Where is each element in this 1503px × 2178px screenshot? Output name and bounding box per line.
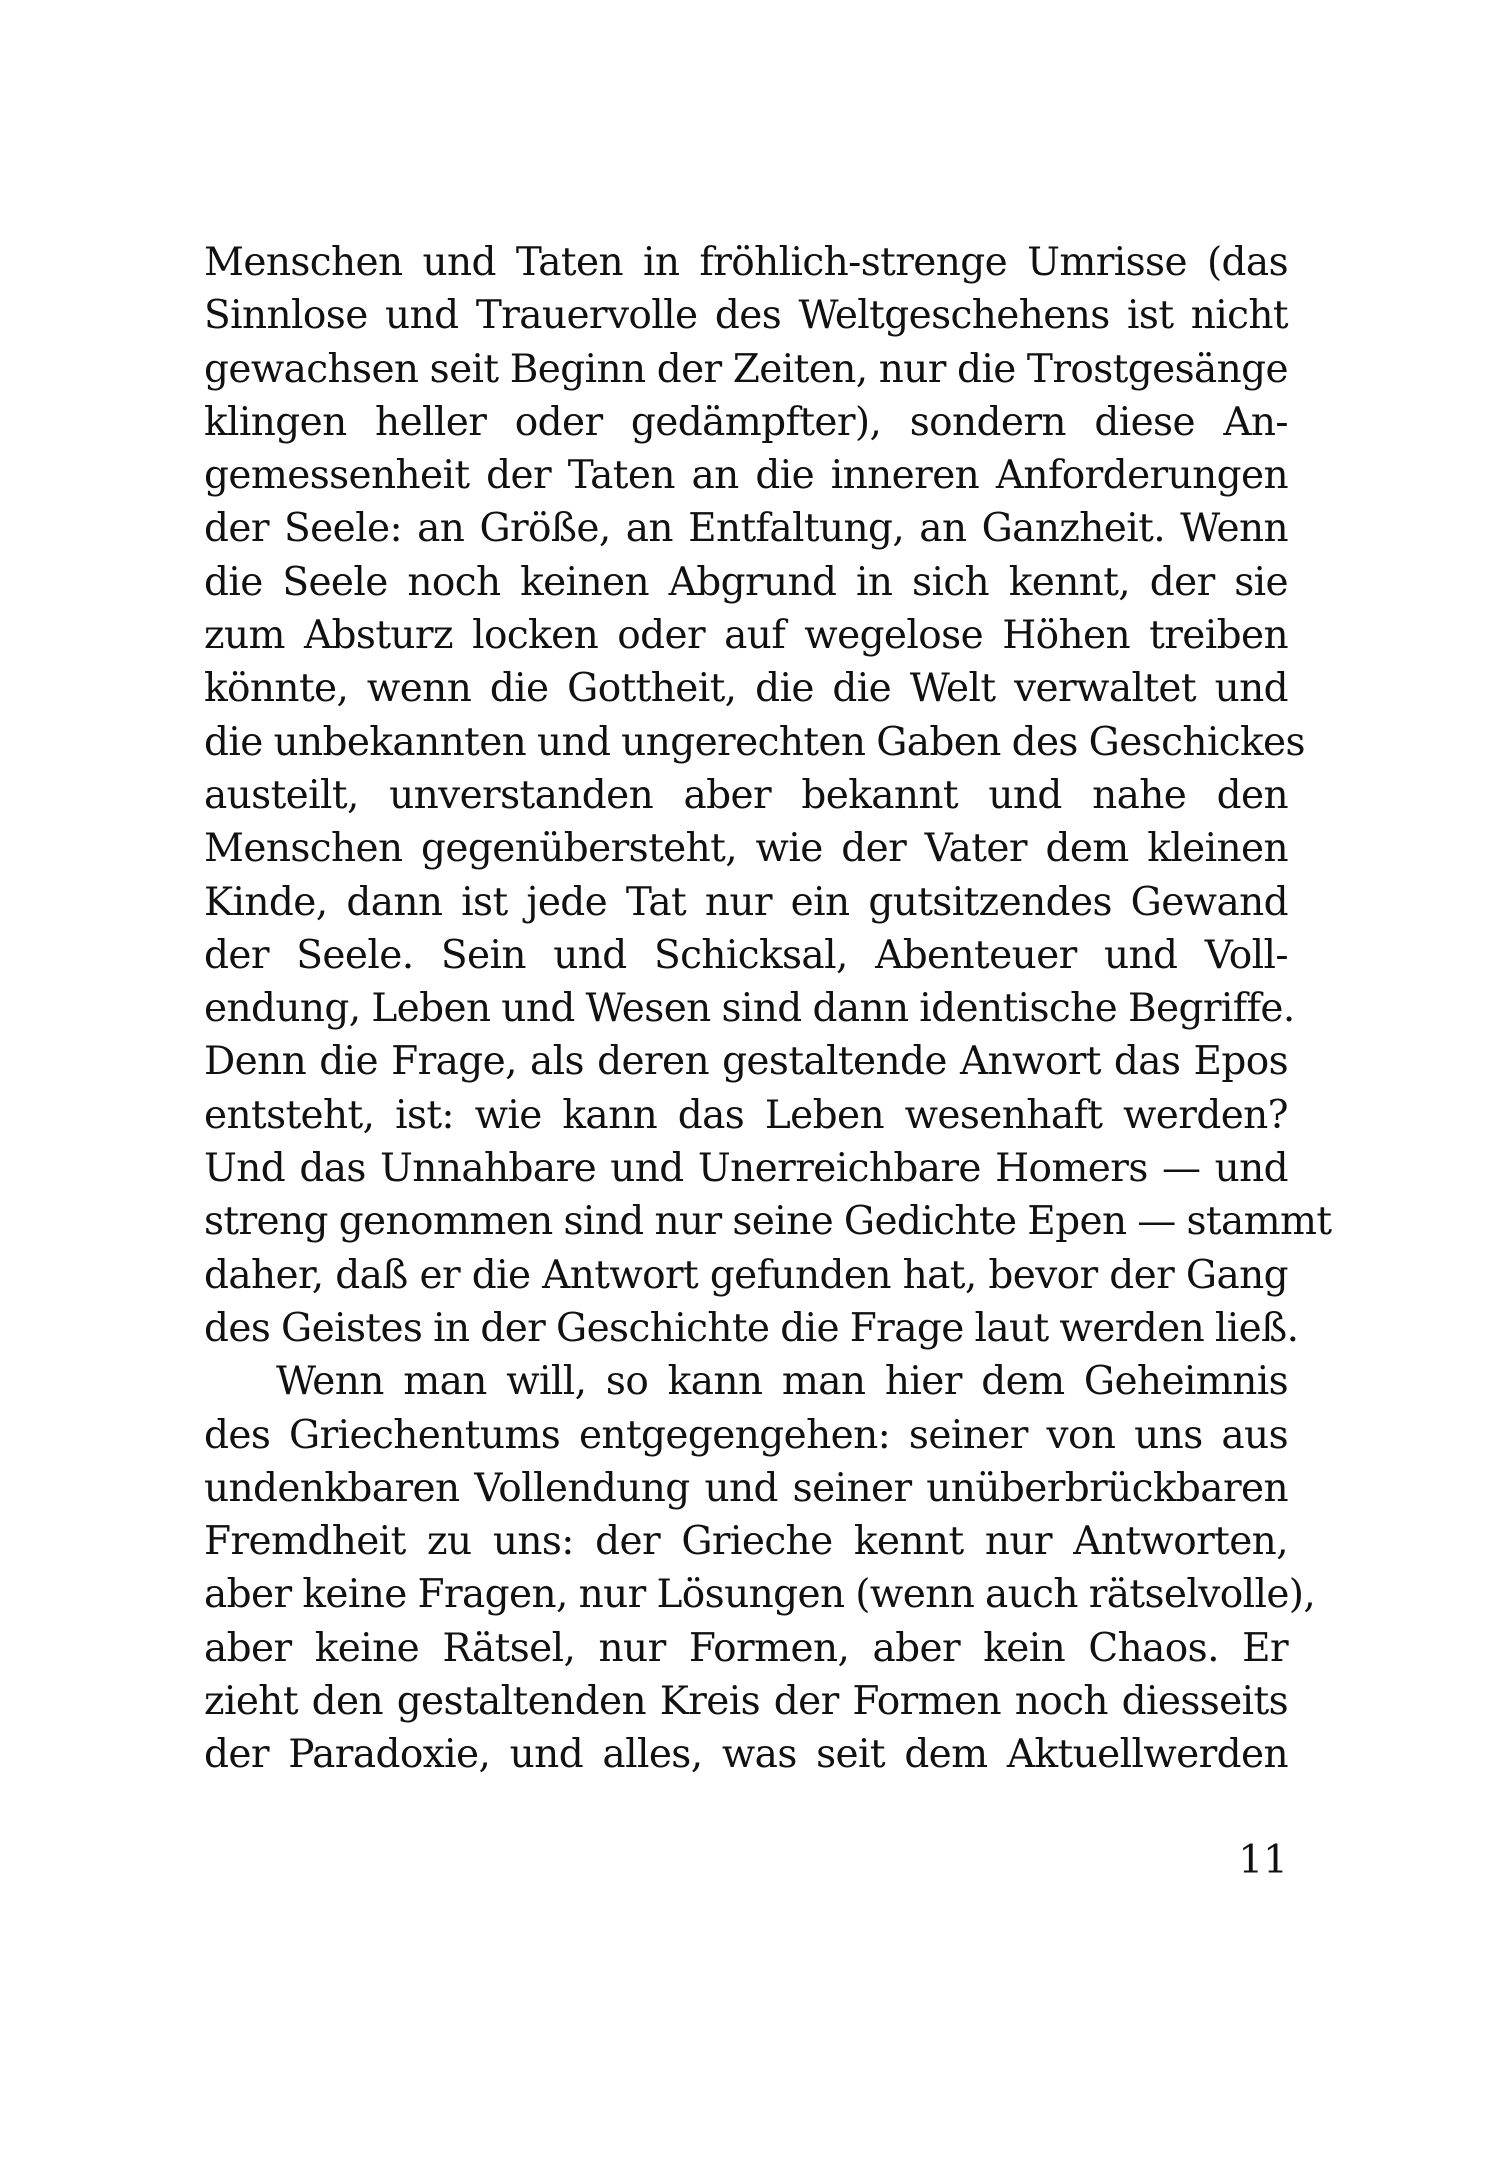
text-line: der Seele: an Größe, an Entfaltung, an Ganzheit. Wenn — [204, 506, 1288, 552]
text-line: Kinde, dann ist jede Tat nur ein gutsitzendes Gewand — [204, 879, 1288, 925]
text-line: Fremdheit zu uns: der Grieche kennt nur Antworten, — [204, 1519, 1288, 1565]
text-line: austeilt, unverstanden aber bekannt und nahe den — [204, 772, 1288, 818]
text-line: der Paradoxie, und alles, was seit dem Aktuellwerden — [204, 1732, 1288, 1778]
text-line: Menschen und Taten in fröhlich-strenge Umrisse (das — [204, 240, 1288, 285]
text-line: Menschen gegenübersteht, wie der Vater dem kleinen — [204, 826, 1288, 872]
text-line: aber keine Rätsel, nur Formen, aber kein Chaos. Er — [204, 1625, 1288, 1671]
text-line: aber keine Fragen, nur Lösungen (wenn auch rätselvolle), — [204, 1572, 1316, 1618]
body-text — [204, 236, 1332, 1782]
paragraph-end-line: des Geistes in der Geschichte die Frage laut werden ließ. — [204, 1305, 1299, 1351]
text-line: klingen heller oder gedämpfter), sondern diese An- — [204, 399, 1288, 445]
text-line: könnte, wenn die Gottheit, die die Welt verwaltet und — [204, 666, 1288, 712]
text-line: zieht den gestaltenden Kreis der Formen noch diesseits — [204, 1679, 1288, 1725]
text-line: des Griechentums entgegengehen: seiner von uns aus — [204, 1412, 1288, 1458]
page-number: 11 — [1238, 1838, 1288, 1883]
paragraph-start-line: Wenn man will, so kann man hier dem Geheimnis — [276, 1359, 1288, 1405]
text-line: undenkbaren Vollendung und seiner unüberbrückbaren — [204, 1465, 1288, 1511]
text-line: entsteht, ist: wie kann das Leben wesenhaft werden? — [204, 1092, 1288, 1138]
text-line: die unbekannten und ungerechten Gaben des Geschickes — [204, 719, 1305, 765]
text-line: gewachsen seit Beginn der Zeiten, nur die Trostgesänge — [204, 346, 1288, 392]
text-line: Denn die Frage, als deren gestaltende Anwort das Epos — [204, 1039, 1288, 1085]
text-line: Sinnlose und Trauervolle des Weltgeschehens ist nicht — [204, 293, 1288, 339]
text-line: der Seele. Sein und Schicksal, Abenteuer und Voll- — [204, 932, 1288, 978]
text-line: daher, daß er die Antwort gefunden hat, bevor der Gang — [204, 1252, 1288, 1298]
text-line: zum Absturz locken oder auf wegelose Höhen treiben — [204, 613, 1288, 659]
text-line: Und das Unnahbare und Unerreichbare Homers — und — [204, 1146, 1288, 1192]
text-line: gemessenheit der Taten an die inneren Anforderungen — [204, 453, 1288, 499]
text-line: die Seele noch keinen Abgrund in sich kennt, der sie — [204, 559, 1288, 605]
text-line: streng genommen sind nur seine Gedichte Epen — stammt — [204, 1199, 1332, 1245]
text-line: endung, Leben und Wesen sind dann identische Begriffe. — [204, 986, 1295, 1032]
